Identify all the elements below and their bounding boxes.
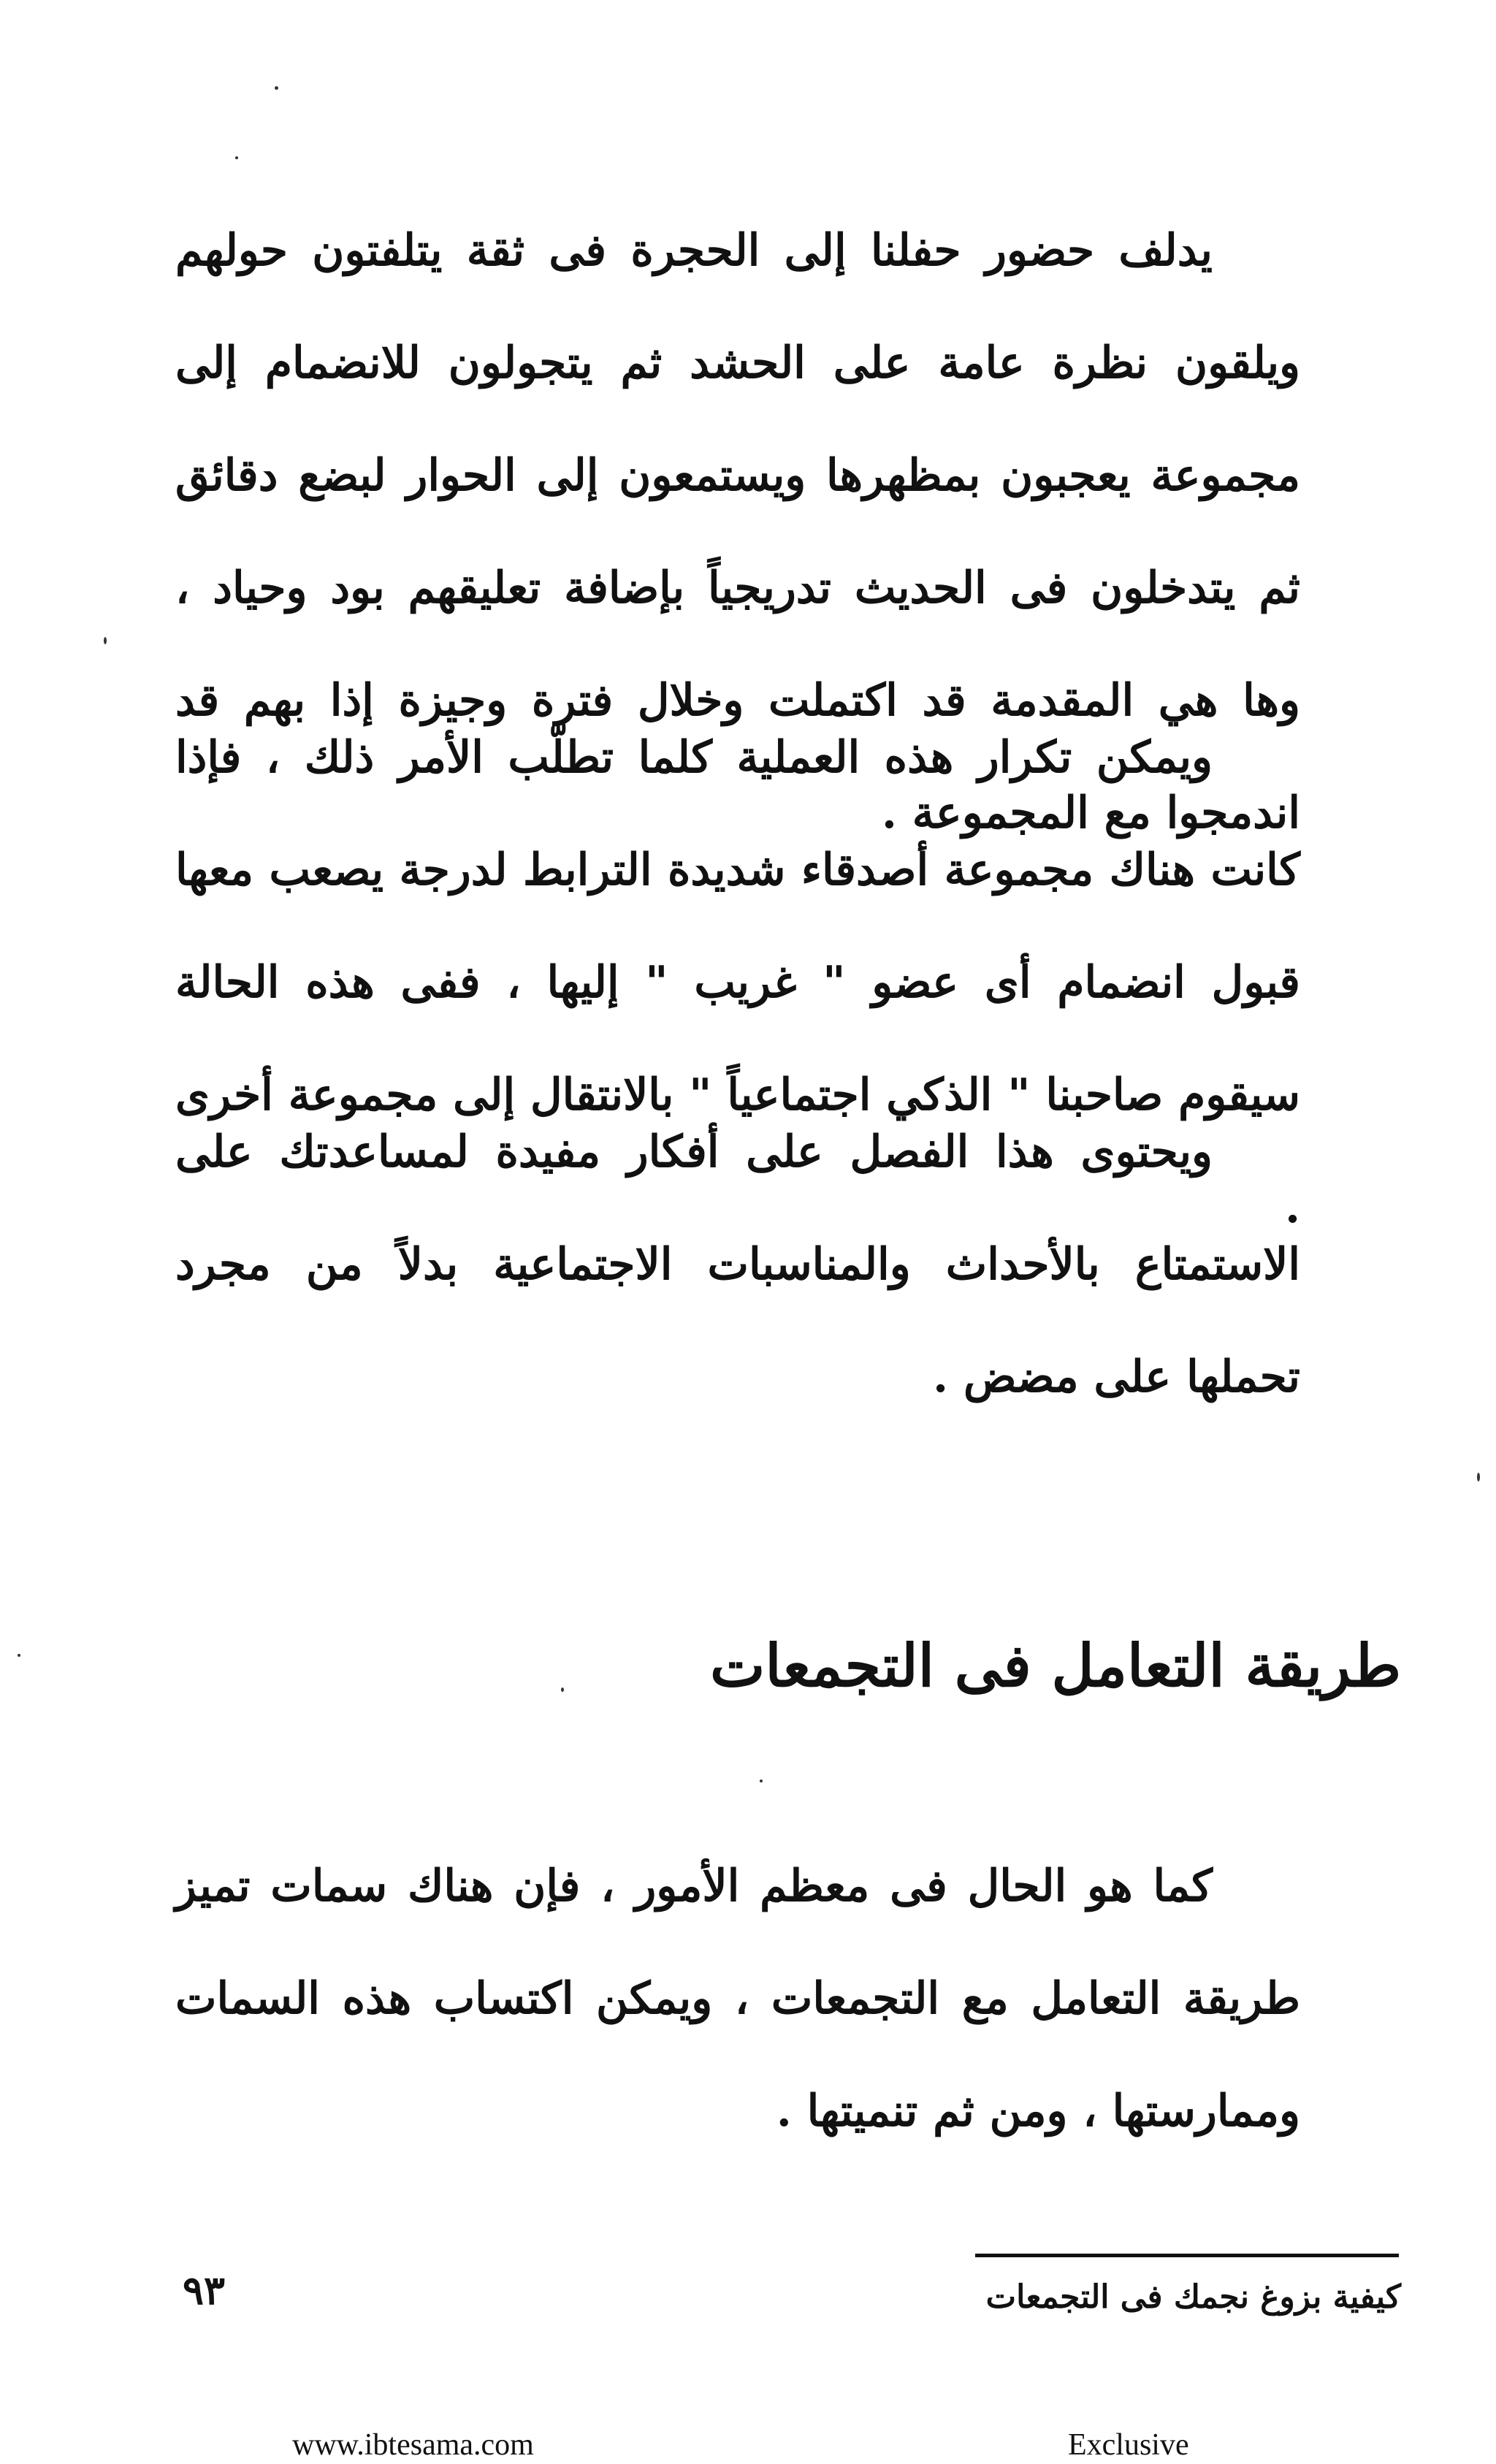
paragraph-1-text: يدلف حضور حفلنا إلى الحجرة فى ثقة يتلفتون حولهم ويلقون نظرة عامة على الحشد ثم يتجولون للانضمام إلى مجموعة يعجبون بمظهرها ويستمعون إلى الحوار لبضع دقائق ثم يتدخلون فى الحديث تدريجياً بإضافة تعليقهم بود وحياد ، وها هي المقدمة قد اكتملت وخلال فترة وجيزة إذا بهم قد اندمجوا مع المجموعة .: [175, 225, 1300, 839]
scan-speck: [760, 1780, 763, 1782]
paragraph-3-text: ويحتوى هذا الفصل على أفكار مفيدة لمساعدتك على الاستمتاع بالأحداث والمناسبات الاجتماعية بدلاً من مجرد تحملها على مضض .: [175, 1126, 1300, 1403]
footer-rule: [975, 2254, 1399, 2257]
running-title: كيفية بزوغ نجمك فى التجمعات: [985, 2278, 1401, 2316]
paragraph-4-text: كما هو الحال فى معظم الأمور ، فإن هناك سمات تميز طريقة التعامل مع التجمعات ، ويمكن اكتساب هذه السمات وممارستها ، ومن ثم تنميتها .: [175, 1861, 1300, 2137]
footer-website: www.ibtesama.com: [292, 2428, 534, 2462]
paragraph-2-text: ويمكن تكرار هذه العملية كلما تطلّب الأمر ذلك ، فإذا كانت هناك مجموعة أصدقاء شديدة الترابط لدرجة يصعب معها قبول انضمام أى عضو " غريب " إليها ، ففى هذه الحالة سيقوم صاحبنا " الذكي اجتماعياً " بالانتقال إلى مجموعة أخرى .: [175, 732, 1300, 1233]
scan-speck: [104, 637, 107, 644]
scan-speck: [561, 1687, 564, 1692]
scan-speck: [1477, 1473, 1480, 1481]
scan-speck: [275, 86, 278, 90]
scan-speck: [235, 156, 238, 159]
page-number: ٩٣: [183, 2267, 226, 2314]
scan-speck: [18, 1654, 20, 1657]
paragraph-4: [175, 1830, 1300, 2167]
footer-exclusive: Exclusive: [1068, 2428, 1189, 2462]
paragraph-3: [175, 1096, 1300, 1433]
section-heading: طريقة التعامل فى التجمعات: [710, 1631, 1401, 1700]
